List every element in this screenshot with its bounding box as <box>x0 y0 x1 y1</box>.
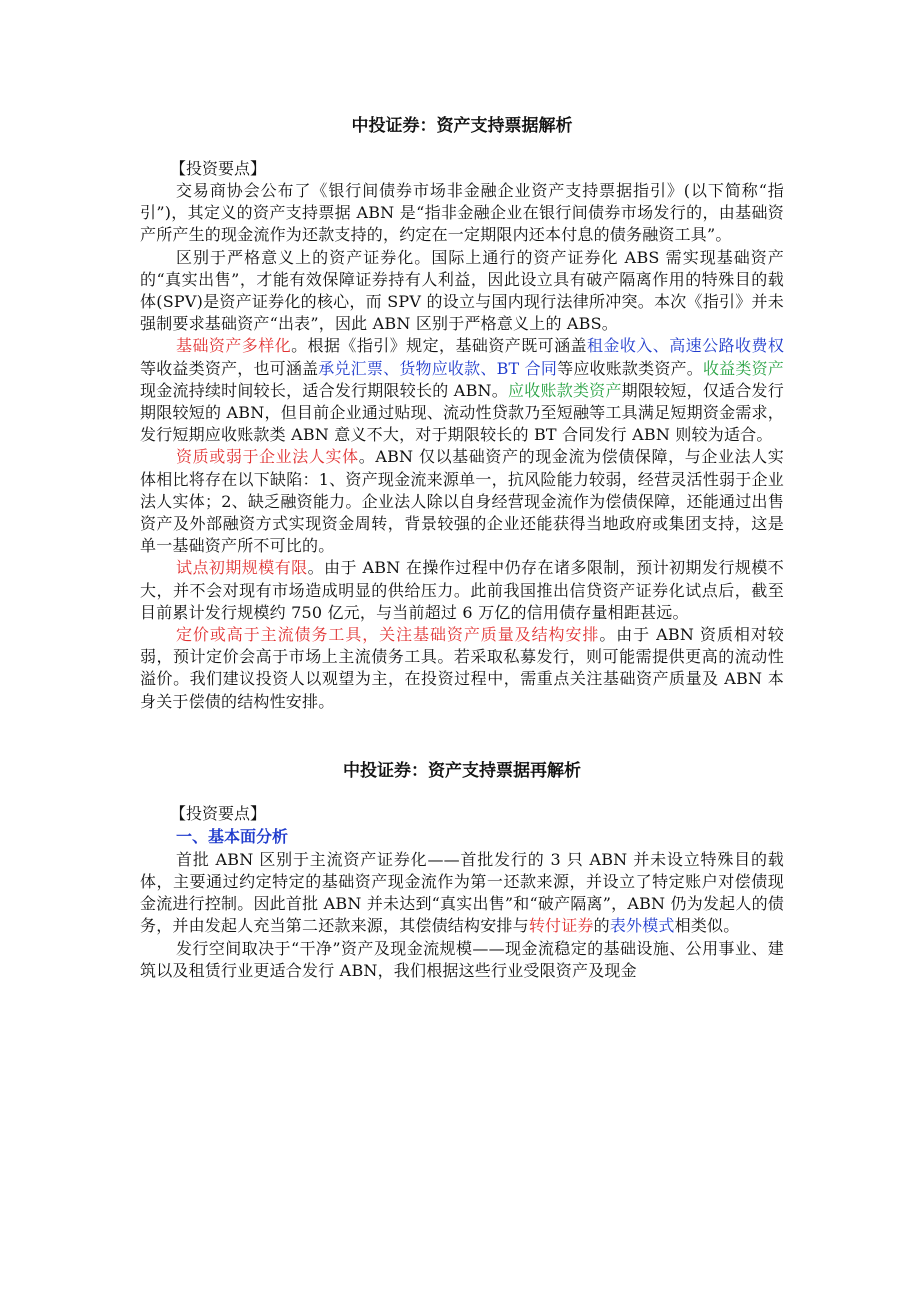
document-body <box>140 112 784 982</box>
text-run: 。ABN 仅以基础资产的现金流为偿债保障，与企业法人实体相比将存在以下缺陷：1、资产现金流来源单一，抗风险能力较弱，经营灵活性弱于企业法人实体；2、缺乏融资能力。企业法人除以自身经营现金流作为偿债保障，还能通过出售资产及外部融资方式实现资金周转，背景较强的企业还能获得当地政府或集团支持，这是单一基础资产所不可比的。 <box>140 447 784 556</box>
page-title: 中投证券：资产支持票据解析 <box>351 116 573 136</box>
text-run: 相类似。 <box>674 916 740 936</box>
text-run: 、 <box>652 336 670 356</box>
paragraph-distinction: 区别于严格意义上的资产证券化。国际上通行的资产证券化 ABS 需实现基础资产的“真实出售”，才能有效保障证券持有人利益，因此设立具有破产隔离作用的特殊目的载体(SPV)是资产证券化的核心，而 SPV 的设立与国内现行法律所冲突。本次《指引》并未强制要求基础资产“出表”，因此 ABN 区别于严格意义上的 ABS。 <box>140 247 784 334</box>
text-run: 的 <box>593 916 610 936</box>
paragraph-asset-diversity <box>140 335 784 446</box>
highlight-red: 定价或高于主流债务工具，关注基础资产质量及结构安排 <box>176 625 600 645</box>
paragraph-first-batch <box>140 849 784 938</box>
highlight-red: 资质或弱于企业法人实体 <box>176 447 359 467</box>
highlight-blue: 租金收入 <box>586 336 653 356</box>
text-run: 。根据《指引》规定，基础资产既可涵盖 <box>291 336 587 356</box>
highlight-red: 基础资产多样化 <box>176 336 292 356</box>
paragraph-pricing <box>140 624 784 713</box>
highlight-red: 转付证券 <box>528 916 594 936</box>
highlight-blue: BT 合同 <box>496 358 558 378</box>
text-run: 。由于 ABN 在操作过程中仍存在诸多限制，预计初期发行规模不大，并不会对现有市场造成明显的供给压力。此前我国推出信贷资产证券化试点后，截至目前累计发行规模约 750 亿元，与当前超过 6 万亿的信用债存量相距甚远。 <box>140 558 784 622</box>
section-heading: 一、基本面分析 <box>176 826 289 846</box>
text-run: 期限较短，仅适合发行期限较短的 ABN，但目前企业通过贴现、流动性贷款乃至短融等工具满足短期资金需求，发行短期应收账款类 ABN 意义不大，对于期限较长的 BT 合同发行 ABN 则较为适合。 <box>140 380 784 445</box>
highlight-blue: 表外模式 <box>609 916 675 936</box>
text-run: 首批 ABN 区别于主流资产证券化——首批发行的 3 只 ABN 并未设立特殊目的载体，主要通过约定特定的基础资产现金流作为第一还款来源，并设立了特定账户对偿债现金流进行控制。因此首批 ABN 并未达到“真实出售”和“破产隔离”，ABN 仍为发起人的债务，并由发起人充当第二还款来源，其偿债结构安排与 <box>140 849 784 936</box>
section-label: 【投资要点】 <box>170 159 267 178</box>
highlight-green: 应收账款类资产 <box>508 380 622 400</box>
highlight-blue: 高速公路收费权 <box>669 336 785 356</box>
text-run: 现金流持续时间较长，适合发行期限较长的 ABN。 <box>140 380 508 400</box>
highlight-green: 收益类资产 <box>702 358 784 378</box>
text-run: 、 <box>480 358 497 378</box>
paragraph-definition: 交易商协会公布了《银行间债券市场非金融企业资产支持票据指引》(以下简称“指引”)，其定义的资产支持票据 ABN 是“指非金融企业在银行间债券市场发行的，由基础资产所产生的现金流作为还款支持的，约定在一定期限内还本付息的债务融资工具”。 <box>140 181 784 245</box>
highlight-blue: 货物应收款 <box>399 358 481 378</box>
text-run: 。由于 ABN 资质相对较弱，预计定价会高于市场上主流债务工具。若采取私募发行，则可能需提供更高的流动性溢价。我们建议投资人以观望为主，在投资过程中，需重点关注基础资产质量及 ABN 本身关于偿债的结构性安排。 <box>140 625 784 711</box>
paragraph-credit-quality <box>140 446 784 557</box>
section-label: 【投资要点】 <box>170 803 267 823</box>
text-run: 、 <box>383 358 400 378</box>
text-run: 等应收账款类资产。 <box>557 358 703 378</box>
text-run: 等收益类资产，也可涵盖 <box>140 358 319 378</box>
second-title: 中投证券：资产支持票据再解析 <box>343 760 581 781</box>
highlight-red: 试点初期规模有限 <box>176 558 308 578</box>
highlight-blue: 承兑汇票 <box>318 358 384 378</box>
paragraph-issuance-space: 发行空间取决于“干净”资产及现金流规模——现金流稳定的基础设施、公用事业、建筑以及租赁行业更适合发行 ABN，我们根据这些行业受限资产及现金 <box>140 938 784 980</box>
paragraph-pilot-scale <box>140 557 784 624</box>
